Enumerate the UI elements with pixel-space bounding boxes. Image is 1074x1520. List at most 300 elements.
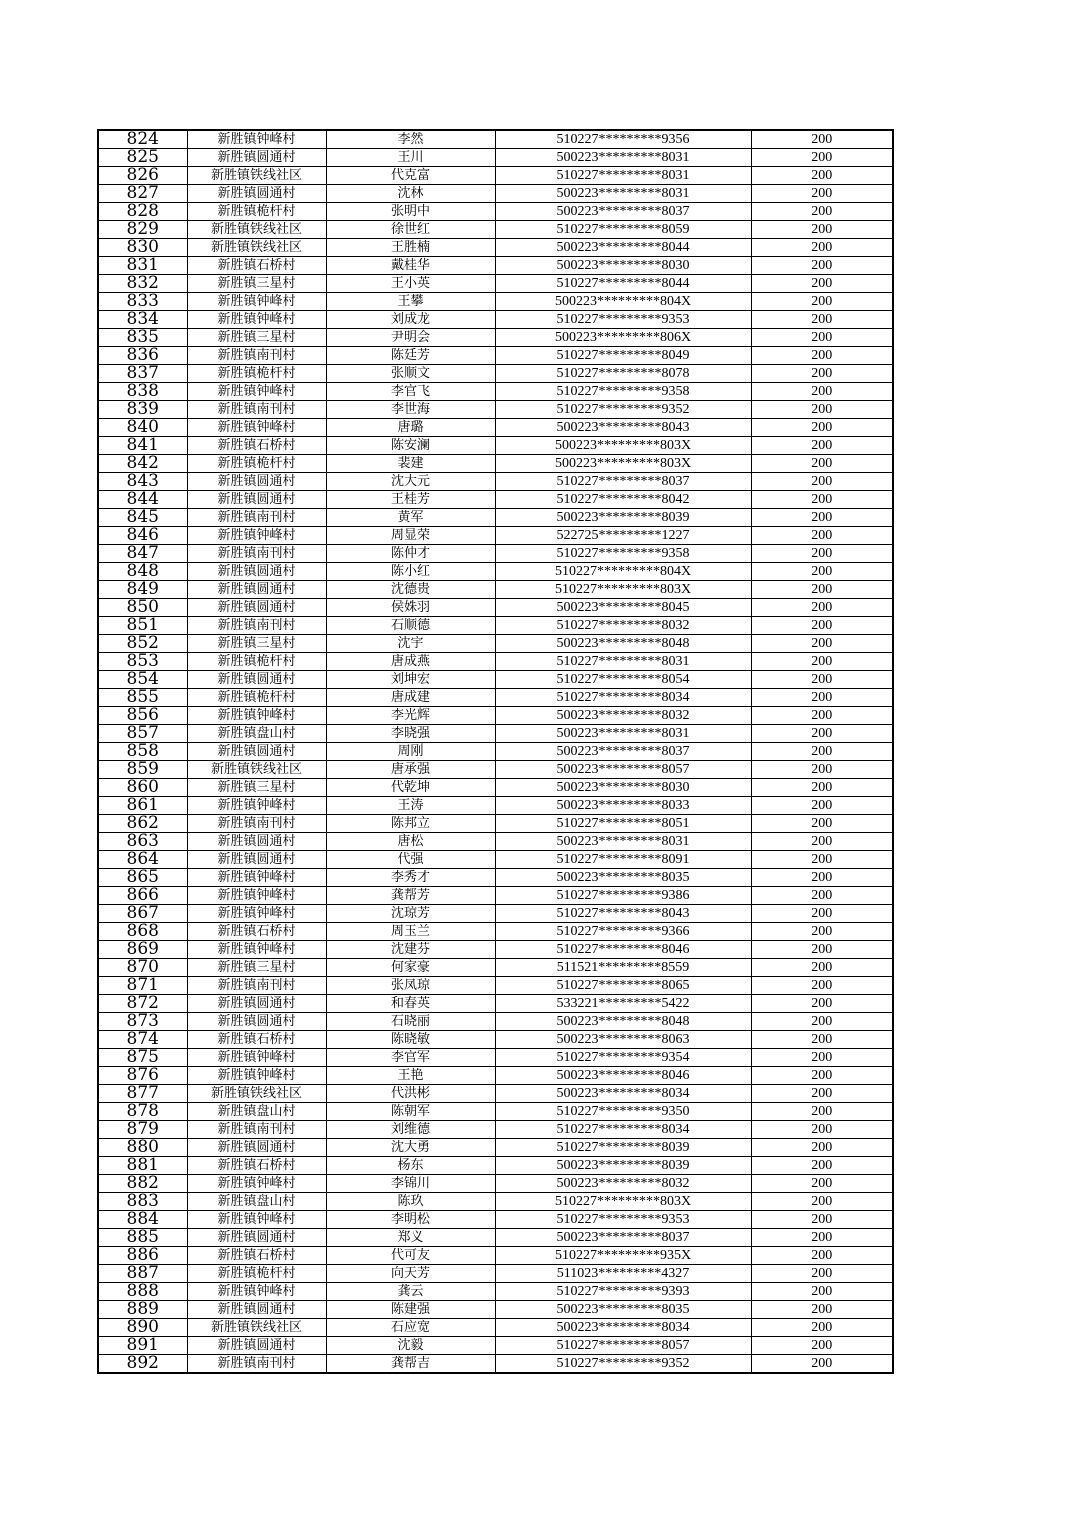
amount-cell: 200: [751, 815, 893, 833]
amount-cell: 200: [751, 383, 893, 401]
person-name-cell: 张凤琼: [326, 977, 495, 995]
id-number-cell: 500223*********8057: [495, 761, 751, 779]
row-number-cell: 836: [98, 347, 187, 365]
row-number-cell: 831: [98, 257, 187, 275]
id-number-cell: 500223*********8037: [495, 743, 751, 761]
person-name-cell: 裴建: [326, 455, 495, 473]
id-number-cell: 510227*********9350: [495, 1103, 751, 1121]
id-number-cell: 500223*********8048: [495, 1013, 751, 1031]
amount-cell: 200: [751, 419, 893, 437]
data-table: [97, 129, 894, 1374]
table-row: [98, 581, 893, 599]
amount-cell: 200: [751, 1229, 893, 1247]
id-number-cell: 500223*********8035: [495, 869, 751, 887]
id-number-cell: 510227*********9358: [495, 545, 751, 563]
person-name-cell: 陈安澜: [326, 437, 495, 455]
amount-cell: 200: [751, 653, 893, 671]
person-name-cell: 代乾坤: [326, 779, 495, 797]
id-number-cell: 500223*********8031: [495, 725, 751, 743]
table-row: [98, 905, 893, 923]
person-name-cell: 陈仲才: [326, 545, 495, 563]
person-name-cell: 陈小红: [326, 563, 495, 581]
amount-cell: 200: [751, 923, 893, 941]
row-number-cell: 858: [98, 743, 187, 761]
table-row: [98, 635, 893, 653]
person-name-cell: 陈晓敏: [326, 1031, 495, 1049]
town-village-cell: 新胜镇盘山村: [187, 725, 326, 743]
amount-cell: 200: [751, 743, 893, 761]
table-row: [98, 527, 893, 545]
row-number-cell: 869: [98, 941, 187, 959]
id-number-cell: 500223*********803X: [495, 455, 751, 473]
person-name-cell: 代强: [326, 851, 495, 869]
table-row: [98, 869, 893, 887]
person-name-cell: 李然: [326, 130, 495, 149]
town-village-cell: 新胜镇钟峰村: [187, 1175, 326, 1193]
person-name-cell: 龚帮芳: [326, 887, 495, 905]
person-name-cell: 唐成燕: [326, 653, 495, 671]
table-row: [98, 221, 893, 239]
amount-cell: 200: [751, 635, 893, 653]
id-number-cell: 510227*********8039: [495, 1139, 751, 1157]
town-village-cell: 新胜镇三星村: [187, 959, 326, 977]
person-name-cell: 张顺文: [326, 365, 495, 383]
id-number-cell: 510227*********8065: [495, 977, 751, 995]
town-village-cell: 新胜镇铁线社区: [187, 761, 326, 779]
person-name-cell: 龚帮吉: [326, 1355, 495, 1374]
id-number-cell: 510227*********8054: [495, 671, 751, 689]
id-number-cell: 500223*********8034: [495, 1319, 751, 1337]
town-village-cell: 新胜镇钟峰村: [187, 419, 326, 437]
person-name-cell: 戴桂华: [326, 257, 495, 275]
person-name-cell: 李光辉: [326, 707, 495, 725]
row-number-cell: 826: [98, 167, 187, 185]
table-row: [98, 293, 893, 311]
person-name-cell: 黄军: [326, 509, 495, 527]
amount-cell: 200: [751, 689, 893, 707]
row-number-cell: 873: [98, 1013, 187, 1031]
person-name-cell: 张明中: [326, 203, 495, 221]
row-number-cell: 853: [98, 653, 187, 671]
row-number-cell: 839: [98, 401, 187, 419]
town-village-cell: 新胜镇圆通村: [187, 1301, 326, 1319]
table-row: [98, 1067, 893, 1085]
id-number-cell: 500223*********8034: [495, 1085, 751, 1103]
amount-cell: 200: [751, 509, 893, 527]
amount-cell: 200: [751, 1337, 893, 1355]
table-row: [98, 1265, 893, 1283]
id-number-cell: 500223*********8045: [495, 599, 751, 617]
town-village-cell: 新胜镇南刊村: [187, 815, 326, 833]
table-row: [98, 275, 893, 293]
amount-cell: 200: [751, 347, 893, 365]
table-row: [98, 671, 893, 689]
town-village-cell: 新胜镇钟峰村: [187, 941, 326, 959]
id-number-cell: 500223*********8031: [495, 149, 751, 167]
id-number-cell: 510227*********9353: [495, 1211, 751, 1229]
table-row: [98, 1301, 893, 1319]
row-number-cell: 877: [98, 1085, 187, 1103]
town-village-cell: 新胜镇钟峰村: [187, 311, 326, 329]
table-row: [98, 545, 893, 563]
table-row: [98, 941, 893, 959]
person-name-cell: 何家豪: [326, 959, 495, 977]
row-number-cell: 825: [98, 149, 187, 167]
person-name-cell: 和春英: [326, 995, 495, 1013]
row-number-cell: 876: [98, 1067, 187, 1085]
town-village-cell: 新胜镇圆通村: [187, 743, 326, 761]
id-number-cell: 510227*********8059: [495, 221, 751, 239]
amount-cell: 200: [751, 905, 893, 923]
table-row: [98, 1103, 893, 1121]
table-row: [98, 689, 893, 707]
row-number-cell: 864: [98, 851, 187, 869]
table-row: [98, 130, 893, 149]
row-number-cell: 833: [98, 293, 187, 311]
town-village-cell: 新胜镇圆通村: [187, 563, 326, 581]
amount-cell: 200: [751, 761, 893, 779]
amount-cell: 200: [751, 1139, 893, 1157]
table-row: [98, 1229, 893, 1247]
person-name-cell: 沈大勇: [326, 1139, 495, 1157]
table-row: [98, 203, 893, 221]
row-number-cell: 872: [98, 995, 187, 1013]
table-row: [98, 1247, 893, 1265]
id-number-cell: 510227*********9352: [495, 1355, 751, 1374]
table-row: [98, 563, 893, 581]
person-name-cell: 沈大元: [326, 473, 495, 491]
town-village-cell: 新胜镇圆通村: [187, 491, 326, 509]
town-village-cell: 新胜镇钟峰村: [187, 887, 326, 905]
row-number-cell: 887: [98, 1265, 187, 1283]
person-name-cell: 石顺德: [326, 617, 495, 635]
table-row: [98, 257, 893, 275]
table-row: [98, 473, 893, 491]
row-number-cell: 867: [98, 905, 187, 923]
id-number-cell: 510227*********8051: [495, 815, 751, 833]
table-row: [98, 383, 893, 401]
row-number-cell: 870: [98, 959, 187, 977]
town-village-cell: 新胜镇三星村: [187, 779, 326, 797]
town-village-cell: 新胜镇桅杆村: [187, 455, 326, 473]
id-number-cell: 500223*********8035: [495, 1301, 751, 1319]
person-name-cell: 李官飞: [326, 383, 495, 401]
amount-cell: 200: [751, 167, 893, 185]
town-village-cell: 新胜镇三星村: [187, 329, 326, 347]
amount-cell: 200: [751, 671, 893, 689]
id-number-cell: 510227*********8031: [495, 653, 751, 671]
id-number-cell: 500223*********8033: [495, 797, 751, 815]
id-number-cell: 500223*********8039: [495, 1157, 751, 1175]
row-number-cell: 832: [98, 275, 187, 293]
id-number-cell: 500223*********8046: [495, 1067, 751, 1085]
id-number-cell: 500223*********8030: [495, 779, 751, 797]
id-number-cell: 500223*********8037: [495, 203, 751, 221]
row-number-cell: 879: [98, 1121, 187, 1139]
table-row: [98, 509, 893, 527]
person-name-cell: 唐承强: [326, 761, 495, 779]
person-name-cell: 沈琼芳: [326, 905, 495, 923]
table-row: [98, 1049, 893, 1067]
table-row: [98, 707, 893, 725]
amount-cell: 200: [751, 779, 893, 797]
id-number-cell: 510227*********8057: [495, 1337, 751, 1355]
id-number-cell: 511023*********4327: [495, 1265, 751, 1283]
person-name-cell: 李晓强: [326, 725, 495, 743]
row-number-cell: 884: [98, 1211, 187, 1229]
table-row: [98, 599, 893, 617]
person-name-cell: 唐松: [326, 833, 495, 851]
amount-cell: 200: [751, 1103, 893, 1121]
row-number-cell: 852: [98, 635, 187, 653]
id-number-cell: 500223*********8039: [495, 509, 751, 527]
person-name-cell: 侯姝羽: [326, 599, 495, 617]
amount-cell: 200: [751, 1283, 893, 1301]
amount-cell: 200: [751, 869, 893, 887]
row-number-cell: 863: [98, 833, 187, 851]
row-number-cell: 866: [98, 887, 187, 905]
town-village-cell: 新胜镇钟峰村: [187, 383, 326, 401]
amount-cell: 200: [751, 239, 893, 257]
town-village-cell: 新胜镇石桥村: [187, 1157, 326, 1175]
row-number-cell: 848: [98, 563, 187, 581]
id-number-cell: 510227*********803X: [495, 1193, 751, 1211]
row-number-cell: 892: [98, 1355, 187, 1374]
id-number-cell: 510227*********8046: [495, 941, 751, 959]
person-name-cell: 刘成龙: [326, 311, 495, 329]
amount-cell: 200: [751, 797, 893, 815]
id-number-cell: 510227*********803X: [495, 581, 751, 599]
amount-cell: 200: [751, 203, 893, 221]
row-number-cell: 859: [98, 761, 187, 779]
town-village-cell: 新胜镇钟峰村: [187, 797, 326, 815]
town-village-cell: 新胜镇盘山村: [187, 1103, 326, 1121]
table-row: [98, 455, 893, 473]
id-number-cell: 510227*********8044: [495, 275, 751, 293]
amount-cell: 200: [751, 473, 893, 491]
amount-cell: 200: [751, 329, 893, 347]
id-number-cell: 510227*********9356: [495, 130, 751, 149]
table-row: [98, 347, 893, 365]
amount-cell: 200: [751, 293, 893, 311]
row-number-cell: 885: [98, 1229, 187, 1247]
id-number-cell: 500223*********8032: [495, 707, 751, 725]
row-number-cell: 889: [98, 1301, 187, 1319]
id-number-cell: 500223*********8044: [495, 239, 751, 257]
town-village-cell: 新胜镇南刊村: [187, 617, 326, 635]
id-number-cell: 500223*********8043: [495, 419, 751, 437]
row-number-cell: 845: [98, 509, 187, 527]
amount-cell: 200: [751, 707, 893, 725]
id-number-cell: 511521*********8559: [495, 959, 751, 977]
person-name-cell: 王涛: [326, 797, 495, 815]
table-row: [98, 419, 893, 437]
row-number-cell: 865: [98, 869, 187, 887]
town-village-cell: 新胜镇钟峰村: [187, 1283, 326, 1301]
town-village-cell: 新胜镇钟峰村: [187, 527, 326, 545]
amount-cell: 200: [751, 275, 893, 293]
row-number-cell: 834: [98, 311, 187, 329]
amount-cell: 200: [751, 1013, 893, 1031]
town-village-cell: 新胜镇铁线社区: [187, 239, 326, 257]
row-number-cell: 860: [98, 779, 187, 797]
town-village-cell: 新胜镇铁线社区: [187, 167, 326, 185]
table-row: [98, 167, 893, 185]
town-village-cell: 新胜镇桅杆村: [187, 689, 326, 707]
amount-cell: 200: [751, 833, 893, 851]
town-village-cell: 新胜镇石桥村: [187, 1247, 326, 1265]
row-number-cell: 847: [98, 545, 187, 563]
row-number-cell: 829: [98, 221, 187, 239]
person-name-cell: 沈宇: [326, 635, 495, 653]
person-name-cell: 王小英: [326, 275, 495, 293]
person-name-cell: 陈玖: [326, 1193, 495, 1211]
id-number-cell: 510227*********8043: [495, 905, 751, 923]
amount-cell: 200: [751, 959, 893, 977]
amount-cell: 200: [751, 1175, 893, 1193]
table-row: [98, 437, 893, 455]
person-name-cell: 唐成建: [326, 689, 495, 707]
person-name-cell: 代克富: [326, 167, 495, 185]
table-row: [98, 1193, 893, 1211]
id-number-cell: 510227*********9358: [495, 383, 751, 401]
town-village-cell: 新胜镇铁线社区: [187, 1319, 326, 1337]
id-number-cell: 533221*********5422: [495, 995, 751, 1013]
person-name-cell: 李官军: [326, 1049, 495, 1067]
table-row: [98, 329, 893, 347]
amount-cell: 200: [751, 1031, 893, 1049]
amount-cell: 200: [751, 401, 893, 419]
amount-cell: 200: [751, 1355, 893, 1374]
amount-cell: 200: [751, 311, 893, 329]
id-number-cell: 510227*********8049: [495, 347, 751, 365]
person-name-cell: 沈毅: [326, 1337, 495, 1355]
town-village-cell: 新胜镇南刊村: [187, 1121, 326, 1139]
row-number-cell: 882: [98, 1175, 187, 1193]
amount-cell: 200: [751, 725, 893, 743]
row-number-cell: 881: [98, 1157, 187, 1175]
town-village-cell: 新胜镇铁线社区: [187, 1085, 326, 1103]
table-row: [98, 401, 893, 419]
amount-cell: 200: [751, 617, 893, 635]
person-name-cell: 陈建强: [326, 1301, 495, 1319]
table-row: [98, 1211, 893, 1229]
row-number-cell: 856: [98, 707, 187, 725]
person-name-cell: 周显荣: [326, 527, 495, 545]
table-row: [98, 1013, 893, 1031]
table-row: [98, 797, 893, 815]
person-name-cell: 李明松: [326, 1211, 495, 1229]
row-number-cell: 830: [98, 239, 187, 257]
id-number-cell: 510227*********8042: [495, 491, 751, 509]
row-number-cell: 849: [98, 581, 187, 599]
table-row: [98, 1175, 893, 1193]
row-number-cell: 851: [98, 617, 187, 635]
amount-cell: 200: [751, 1049, 893, 1067]
town-village-cell: 新胜镇石桥村: [187, 257, 326, 275]
row-number-cell: 875: [98, 1049, 187, 1067]
amount-cell: 200: [751, 527, 893, 545]
amount-cell: 200: [751, 1121, 893, 1139]
amount-cell: 200: [751, 365, 893, 383]
table-row: [98, 1031, 893, 1049]
id-number-cell: 510227*********8078: [495, 365, 751, 383]
id-number-cell: 500223*********803X: [495, 437, 751, 455]
row-number-cell: 827: [98, 185, 187, 203]
row-number-cell: 838: [98, 383, 187, 401]
amount-cell: 200: [751, 563, 893, 581]
table-row: [98, 1319, 893, 1337]
town-village-cell: 新胜镇桅杆村: [187, 1265, 326, 1283]
id-number-cell: 510227*********9366: [495, 923, 751, 941]
id-number-cell: 500223*********8048: [495, 635, 751, 653]
town-village-cell: 新胜镇钟峰村: [187, 1049, 326, 1067]
row-number-cell: 878: [98, 1103, 187, 1121]
amount-cell: 200: [751, 1085, 893, 1103]
person-name-cell: 李锦川: [326, 1175, 495, 1193]
person-name-cell: 李秀才: [326, 869, 495, 887]
person-name-cell: 王桂芳: [326, 491, 495, 509]
row-number-cell: 874: [98, 1031, 187, 1049]
town-village-cell: 新胜镇圆通村: [187, 851, 326, 869]
person-name-cell: 龚云: [326, 1283, 495, 1301]
id-number-cell: 500223*********8031: [495, 833, 751, 851]
amount-cell: 200: [751, 545, 893, 563]
amount-cell: 200: [751, 1067, 893, 1085]
person-name-cell: 代洪彬: [326, 1085, 495, 1103]
table-row: [98, 653, 893, 671]
row-number-cell: 891: [98, 1337, 187, 1355]
town-village-cell: 新胜镇圆通村: [187, 581, 326, 599]
town-village-cell: 新胜镇石桥村: [187, 923, 326, 941]
id-number-cell: 510227*********804X: [495, 563, 751, 581]
row-number-cell: 837: [98, 365, 187, 383]
person-name-cell: 周刚: [326, 743, 495, 761]
amount-cell: 200: [751, 455, 893, 473]
id-number-cell: 510227*********9354: [495, 1049, 751, 1067]
id-number-cell: 500223*********804X: [495, 293, 751, 311]
town-village-cell: 新胜镇圆通村: [187, 1229, 326, 1247]
id-number-cell: 510227*********8034: [495, 689, 751, 707]
town-village-cell: 新胜镇圆通村: [187, 1139, 326, 1157]
row-number-cell: 843: [98, 473, 187, 491]
town-village-cell: 新胜镇盘山村: [187, 1193, 326, 1211]
person-name-cell: 刘维德: [326, 1121, 495, 1139]
id-number-cell: 510227*********9393: [495, 1283, 751, 1301]
table-row: [98, 923, 893, 941]
person-name-cell: 代可友: [326, 1247, 495, 1265]
table-row: [98, 1283, 893, 1301]
id-number-cell: 510227*********8037: [495, 473, 751, 491]
row-number-cell: 861: [98, 797, 187, 815]
town-village-cell: 新胜镇石桥村: [187, 1031, 326, 1049]
person-name-cell: 陈朝军: [326, 1103, 495, 1121]
table-row: [98, 1355, 893, 1374]
table-row: [98, 833, 893, 851]
amount-cell: 200: [751, 1211, 893, 1229]
row-number-cell: 886: [98, 1247, 187, 1265]
row-number-cell: 844: [98, 491, 187, 509]
table-row: [98, 995, 893, 1013]
row-number-cell: 854: [98, 671, 187, 689]
row-number-cell: 857: [98, 725, 187, 743]
town-village-cell: 新胜镇桅杆村: [187, 653, 326, 671]
town-village-cell: 新胜镇圆通村: [187, 1337, 326, 1355]
person-name-cell: 向天芳: [326, 1265, 495, 1283]
id-number-cell: 500223*********8063: [495, 1031, 751, 1049]
row-number-cell: 846: [98, 527, 187, 545]
amount-cell: 200: [751, 257, 893, 275]
